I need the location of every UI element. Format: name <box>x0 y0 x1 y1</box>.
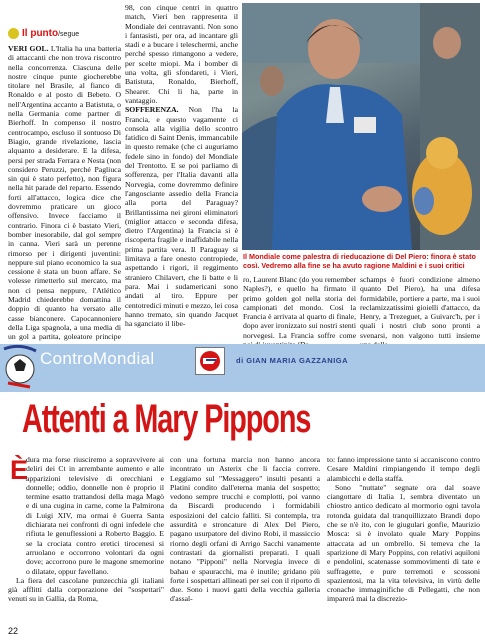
column-3 <box>243 275 356 345</box>
article-c1b: La fiera del cascolane punzecchia gli italiani già afflitti dalla corporazione dei "sospettari" venuti su in Gallia, da Roma, <box>8 575 164 604</box>
photo-illustration <box>242 3 480 250</box>
del-piero-photo <box>242 3 480 250</box>
kicker-section: Il punto <box>22 28 59 39</box>
column-1 <box>8 44 121 344</box>
col1-lead: VERI GOL. <box>8 44 49 53</box>
article-c3b: Sono "nuttate" segnate ora dal soave ciangottare di Italia 1, sembra diventato un chiostro antico dedicato al mormorio ogni tavola rotonda guidata dal tranquillizzato Brandi dopo che se n'è ito, con le giugulari gonfie, Maurizio Mosca: si è involato quale Mary Poppins attaccata ad un ombrello. Si temeva che la sparizione di Mary Poppins, con relativi aquiloni e pendolini, scatenasse sommovimenti di tate e suffragette, e pure terremoti e scossoni spazientosi, ma la vita televisiva, in virtù delle cronache immaginifiche di Pellegatti, che non imparerà mai la discrezio- <box>327 482 480 604</box>
col2-text1: 98, con cinque centri in quattro match, Vieri ben rappresenta il Mondiale dei centravanti. Non sono i fantasisti, per ora, ad incantare gli stadi e a bucare i teleschermi, anche perché spesso rimangono a vedere, per scelte miopi. Ma i bomber di una volta, gli sfondareti, i Vieri, Batistuta, Ronaldo, Bierhoff, Shearer. Chi li ha, parte in vantaggio. <box>125 3 238 105</box>
col2-lead: SOFFERENZA. <box>125 105 179 115</box>
headline: Attenti a Mary Pippons <box>22 397 311 441</box>
col3-text: ro, Laurent Blanc (do you remember Naples?), e quello ha firmato il primo golden gol nella storia dei campionati del mondo. Così la Francia è arrivata al quarto di finale, dopo aver ironizzato sui nostri stenti norvegesi. La Francia soffre come <box>243 275 356 340</box>
article-column-2 <box>170 455 320 623</box>
article-c1: dura ma forse riusciremo a sopravvivere ai deliri dei Ct in arrembante aumento e alle apparizioni televisive di orecchiani e donnelle; oddio, donnelle non è proprio il termine esatto trattandosi della maga Magò e di una cugina in carne, come la Palmirona di Luigi XIV, ma ormai è Guerra Santa dichiarata nei confronti di ogni infedele che rifiuta le genuflessioni a Roberto Baggio. E se la crociata contro eretici tirocenesi si arruolano e occorrono volontari da ogni dove; accorrono pure le magone smemorine o dilatate, oppur favellano. <box>26 455 164 576</box>
column-2 <box>125 3 238 344</box>
column-4 <box>360 275 480 345</box>
section-kicker <box>8 27 100 42</box>
col1-text: L'Italia ha una batteria di attaccanti che non trova riscontro nella concorrenza. Ciascuna delle nostre cinque punte giocherebbe titolare nel Brasile, al fianco di Ronaldo e al posto di Bebeto. O nell'Argentina accanto a Batistuta, o nella Germania come partner di Bierhoff. In compenso il nostro centrocampo, escluso il sontuoso Di Biagio, grande rivelazione, lascia alquanto a desiderare. E la difesa, persi per strada Ferrara e Nesta (non considero Peruzzi, perché Pagliuca sin qui è stato perfetto), non figura nella hit parade del reparto. Essendo forti all'attacco, logica dice che dovremmo praticare un gioco offensivo. Invece facciamo il contrario. Finora ci è bastato Vieri, bomber inesorabile, dal gol sempre in canna. Vieri sarà un perenne rimorso per i dirigenti juventini: neppure sul piano economico la sua cessione è stata un buon affare. Se volesse rimetterlo sul mercato, ma non ci pensa neppure, l'Atlético Madrid chiederebbe domattina il doppio di quanto ha versato alle casse bianconere. Capocannoniere della Liga spagnola, a una media di un gol a partita, goleatore principe <box>8 44 121 342</box>
col4-text: schamps è fuori condizione almeno quanto Del Piero), ha una difesa formidabile, portiere a parte, ma i suoi reclamizzatissimi gioielli d'attacco, da Henry, a Trezeguet, a Guivarc'h, per i quali i nostri club sono pronti a svenarsi, non valgono tutti insieme <box>360 275 480 340</box>
page-number: 22 <box>8 626 19 636</box>
brand-logo <box>195 347 225 375</box>
kicker-dot <box>8 28 19 39</box>
author-byline: di GIAN MARIA GAZZANIGA <box>236 356 349 365</box>
photo-caption: Il Mondiale come palestra di rieducazione di Del Piero: finora è stato così. Vedremo alla fine se ha avuto ragione Maldini e i suoi critici <box>243 252 479 272</box>
article-column-1 <box>8 455 164 623</box>
article-c3: to: fanno impressione tanto si accaniscono contro Cesare Maldini rimpiangendo il tempo degli alambicchi e della staffa. <box>327 455 480 483</box>
section-title: ControMondial <box>40 349 155 368</box>
kicker-sub: /segue <box>58 31 80 38</box>
col2-text2: Non l'ha la Francia, e questo vagamente ci consola alla vigilia dello scontro fatidico di Saint Denis, immancabile in questo remake (che ci auguriamo fedele sino in fondo) del Mondiale del Trentotto. E se poi parliamo di sofferenza, per l'Italia davanti alla Norvegia, come dovremmo definire l'angosciante assedio della Francia alla porta del Paraguay? Brillantissima nei gironi eliminatori (miglior attacco e seconda difesa, dietro l'Argentina) la Francia si è riscoperta fragile e inaffidabile nella prima partita vera. Il Paraguay si limitava a fare onesto contropiede, aspettando i rigori, il reggimento straniero Chilavert, che li batte e li para. Mai i sudamericani sono andati al tiro. Eppure per centotredici minuti e mezzo, lei cosa hanno tremato, sin quando Jacquet ha sganciato il libe- <box>125 105 238 329</box>
brand-logo-icon <box>196 348 224 374</box>
article-column-3 <box>327 455 480 623</box>
football-icon <box>2 343 42 393</box>
drop-cap: È <box>10 455 29 485</box>
article-c2: con una fortuna marcia non hanno ancora incontrato un Asterix che li faccia correre. Leggiamo sul "Messaggero" insulti pesanti a Platini condito dall'eterna mania del sospetto; vedono sempre trucchi e complotti, poi vanno da Biscardi producendo i formidabili esposizioni del calcio falliti. Si contempla, tra assurdità e stroncature di Alex Del Piero, pagano usurpatore del divino Robi, il massiccio riorno degli orfani di Arrigo Sacchi vanamente contrastati da giornalisti preparati. I quali notano "Pipponi" nella Norvegia invece di bahau e spauracchi, ma è inutile; gridano più forte i sospettari allineati per sei con il riporto di due. Sono i nuovi gatti della vecchia galleria d'assal- <box>170 455 320 604</box>
